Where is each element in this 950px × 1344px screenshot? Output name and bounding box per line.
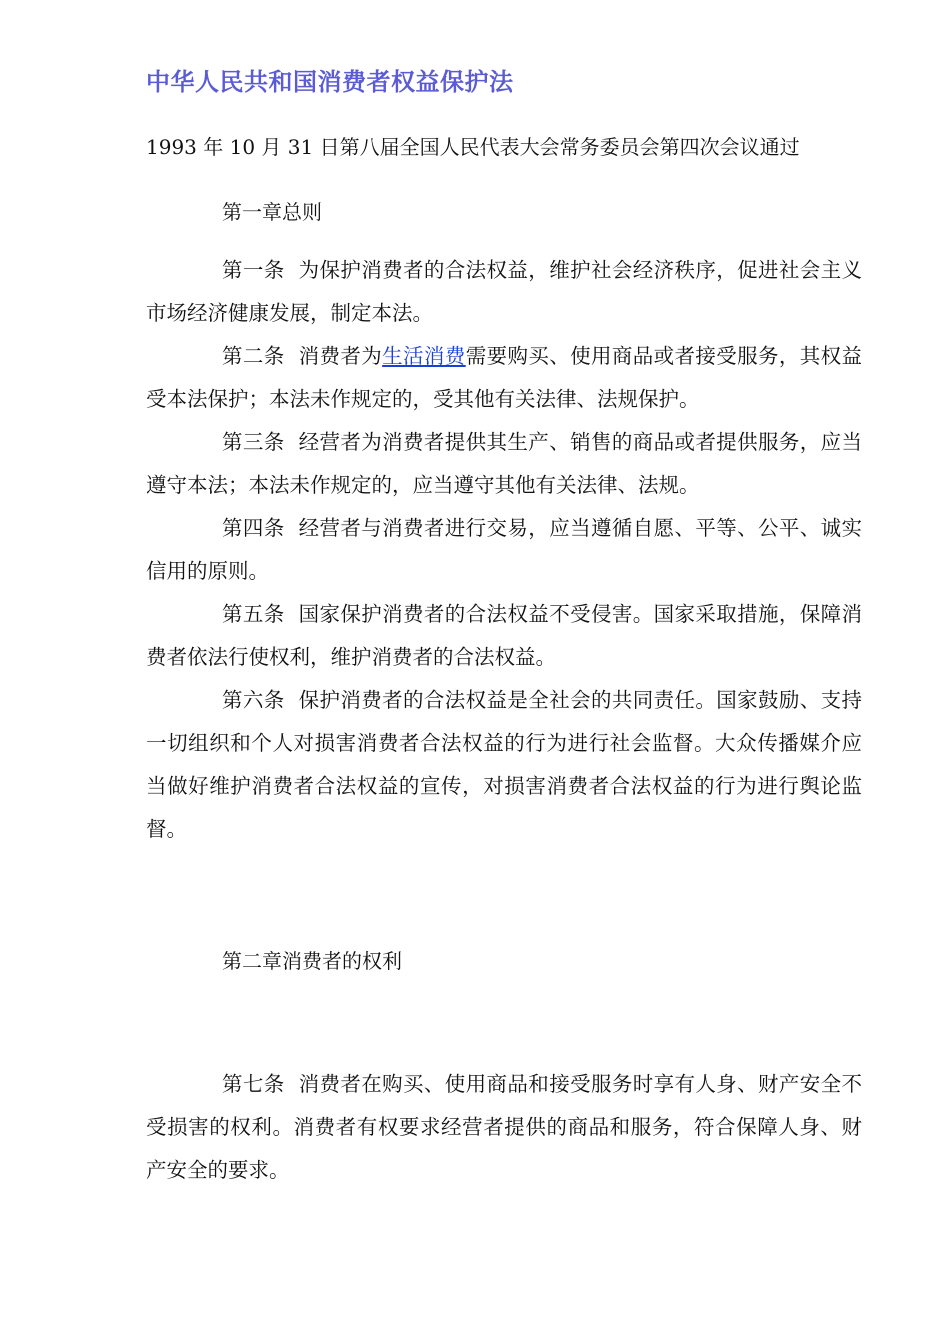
chapter-heading-1: 第一章总则 [222,200,322,224]
article-text: 需要购买、使用商品或者接受服务，其权益受本法保护；本法未作规定的，受其他有关法律、法规保护。 [146,344,863,411]
article-number: 第五条 [222,602,285,626]
article-text: 经营者为消费者提供其生产、销售的商品或者提供服务，应当遵守本法；本法未作规定的，应当遵守其他有关法律、法规。 [146,430,863,497]
document-title: 中华人民共和国消费者权益保护法 [146,68,514,96]
article-1 [146,249,862,335]
article-number: 第一条 [222,258,285,282]
article-text: 国家保护消费者的合法权益不受侵害。国家采取措施，保障消费者依法行使权利，维护消费者的合法权益。 [146,602,863,669]
article-3 [146,421,862,507]
article-text: 为保护消费者的合法权益，维护社会经济秩序，促进社会主义市场经济健康发展，制定本法。 [146,258,863,325]
living-consumption-link[interactable]: 生活消费 [382,344,466,368]
article-number: 第三条 [222,430,285,454]
article-text: 经营者与消费者进行交易，应当遵循自愿、平等、公平、诚实信用的原则。 [146,516,863,583]
article-6 [146,679,862,851]
article-number: 第二条 [222,344,285,368]
chapter-heading-2: 第二章消费者的权利 [222,949,402,973]
article-text: 消费者为 [298,344,383,368]
article-number: 第六条 [222,688,285,712]
article-number: 第七条 [222,1072,285,1096]
article-number: 第四条 [222,516,285,540]
article-2 [146,335,862,421]
article-7 [146,1063,862,1192]
article-text: 保护消费者的合法权益是全社会的共同责任。国家鼓励、支持一切组织和个人对损害消费者合法权益的行为进行社会监督。大众传播媒介应当做好维护消费者合法权益的宣传，对损害消费者合法权益的行为进行舆论监督。 [146,688,863,841]
article-5 [146,593,862,679]
document-subtitle: 1993 年 10 月 31 日第八届全国人民代表大会常务委员会第四次会议通过 [146,135,800,159]
article-text: 消费者在购买、使用商品和接受服务时享有人身、财产安全不受损害的权利。消费者有权要求经营者提供的商品和服务，符合保障人身、财产安全的要求。 [146,1072,863,1182]
article-4 [146,507,862,593]
